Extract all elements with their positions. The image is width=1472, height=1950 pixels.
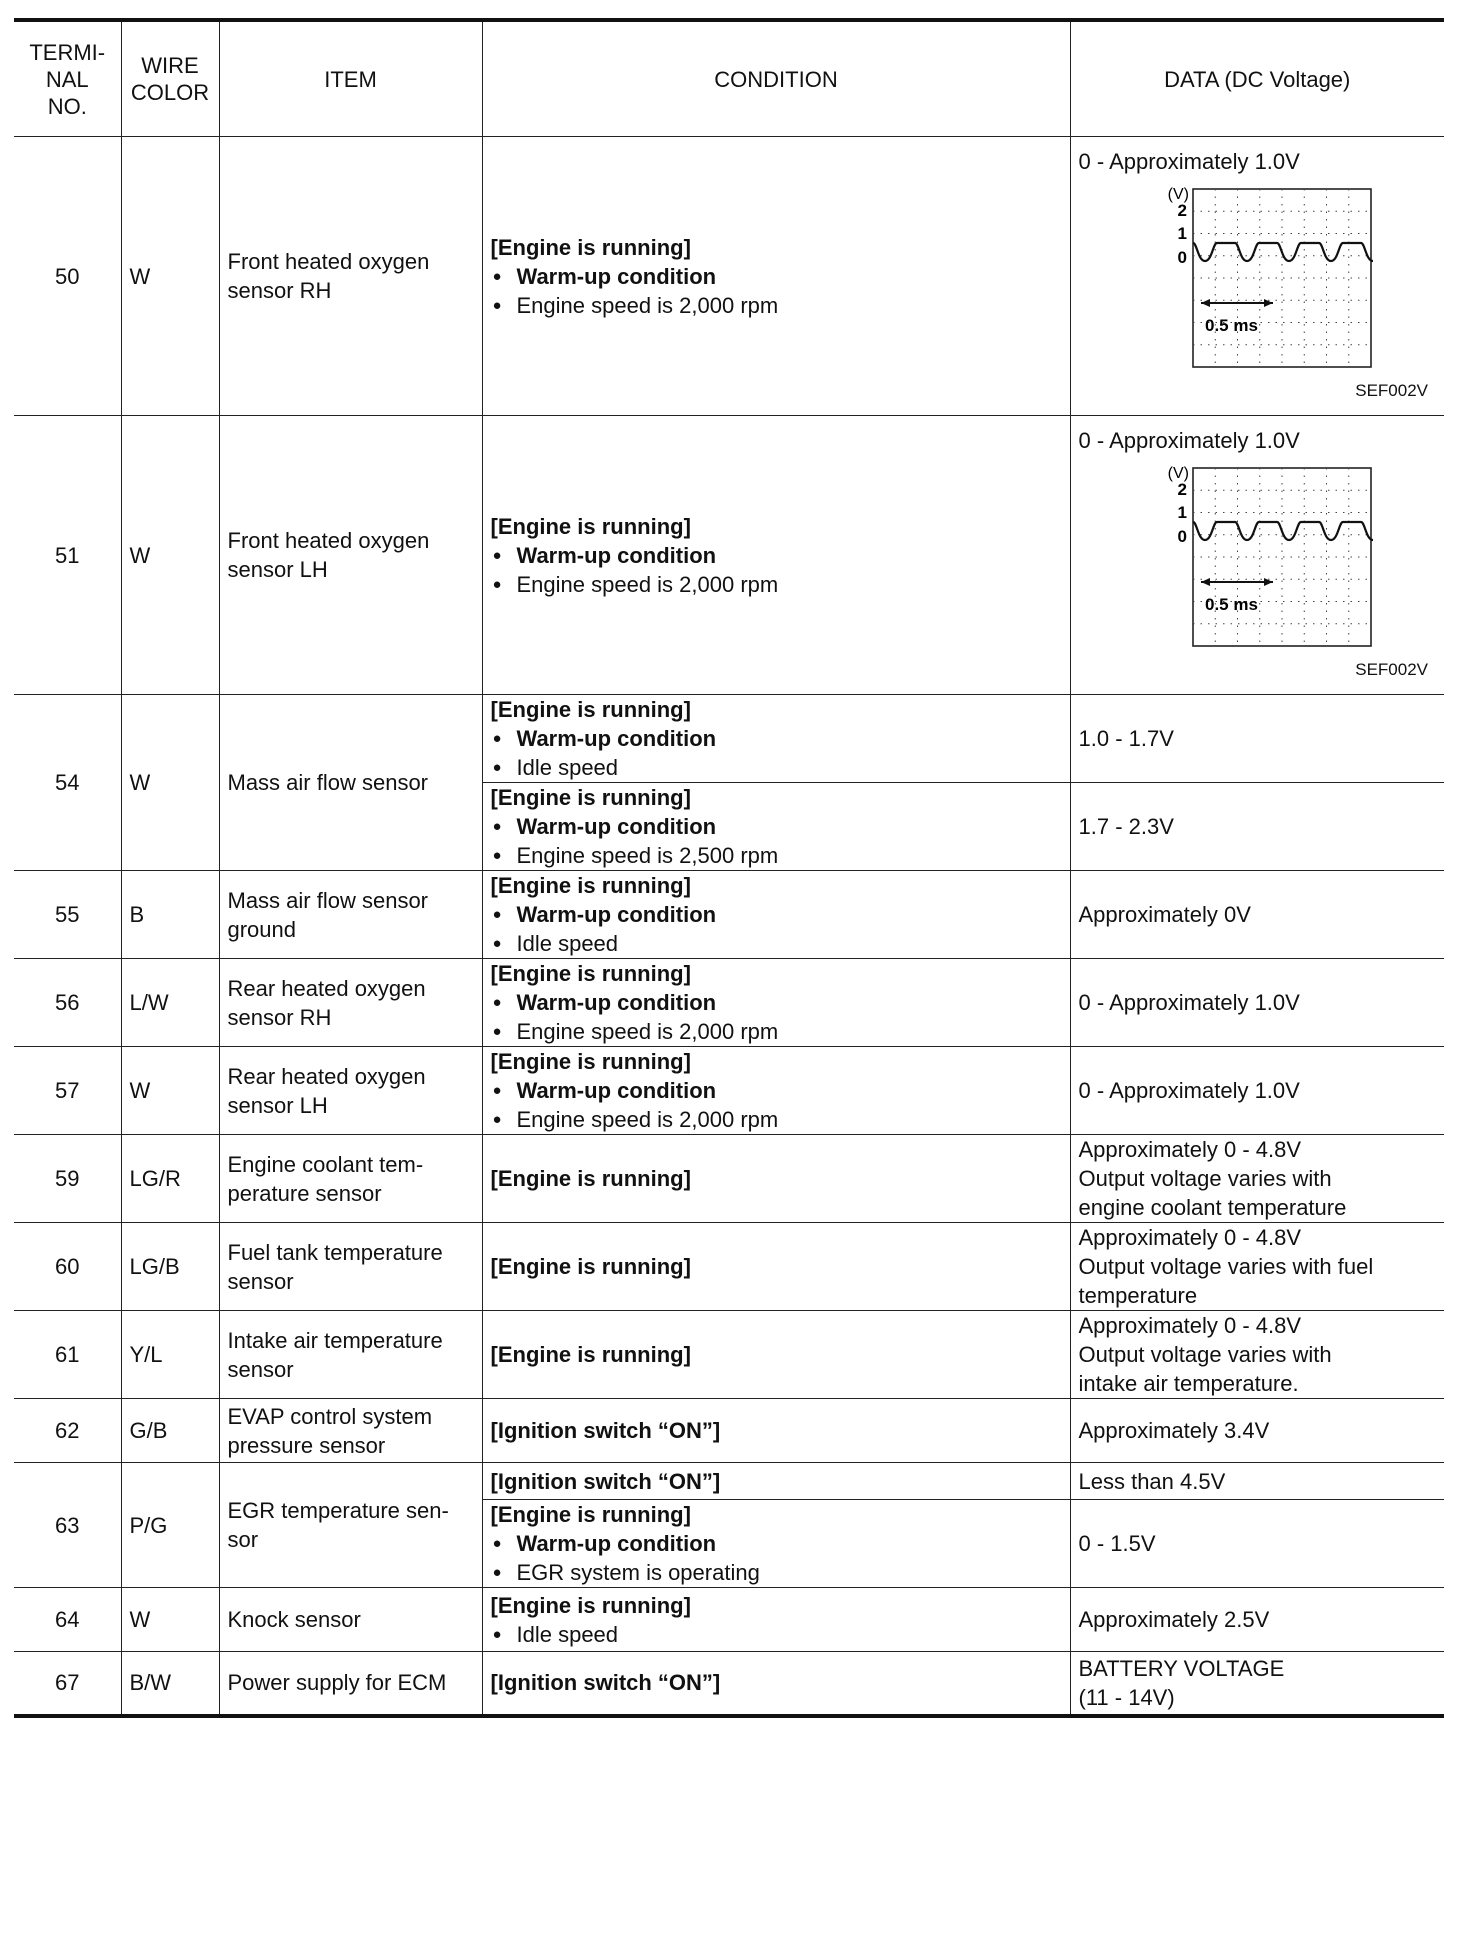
terminal-number: 51 xyxy=(14,416,121,695)
voltage-value: BATTERY VOLTAGE (11 - 14V) xyxy=(1078,1655,1285,1710)
wire-color: W xyxy=(121,416,219,695)
table-row xyxy=(14,1047,1444,1135)
condition-bullet: ● Warm-up condition xyxy=(491,1529,1062,1558)
scope-waveform xyxy=(1193,522,1373,540)
data-cell xyxy=(1070,1652,1444,1716)
table-row xyxy=(14,695,1444,783)
condition-bullet: ● Warm-up condition xyxy=(491,900,1062,929)
wire-color: B/W xyxy=(121,1652,219,1716)
wire-color: L/W xyxy=(121,959,219,1047)
condition-cell xyxy=(482,871,1070,959)
ecm-terminal-table-page xyxy=(14,18,1444,1718)
wire-color: W xyxy=(121,137,219,416)
table-row xyxy=(14,137,1444,416)
data-cell xyxy=(1070,1311,1444,1399)
condition-bullet: ● Idle speed xyxy=(491,753,1062,782)
condition-cell xyxy=(482,1652,1070,1716)
item-name: Power supply for ECM xyxy=(219,1652,482,1716)
wire-color: Y/L xyxy=(121,1311,219,1399)
voltage-value: Approximately 0 - 4.8V Output voltage varies with engine coolant temperature xyxy=(1078,1137,1347,1220)
data-cell xyxy=(1070,1399,1444,1463)
condition-title: [Engine is running] xyxy=(490,513,691,539)
item-name: Rear heated oxygen sensor RH xyxy=(219,959,482,1047)
table-row xyxy=(14,416,1444,695)
data-cell xyxy=(1070,1588,1444,1652)
terminal-number: 54 xyxy=(14,695,121,871)
condition-title: [Engine is running] xyxy=(490,1049,691,1074)
table-row xyxy=(14,1311,1444,1399)
condition-title: [Engine is running] xyxy=(490,785,691,810)
table-row xyxy=(14,1135,1444,1223)
data-cell xyxy=(1070,1463,1444,1500)
data-cell xyxy=(1070,1500,1444,1588)
oscilloscope-figure xyxy=(1079,137,1437,415)
voltage-value: Approximately 0 - 4.8V Output voltage varies with fuel temperature xyxy=(1078,1225,1374,1308)
table-row xyxy=(14,1588,1444,1652)
voltage-value: Approximately 0 - 4.8V Output voltage varies with intake air temperature. xyxy=(1078,1313,1332,1396)
scope-unit-label: (V) xyxy=(1167,465,1189,482)
wire-color: W xyxy=(121,1047,219,1135)
condition-bullet: ● Warm-up condition xyxy=(491,988,1062,1017)
arrow-head-icon xyxy=(1201,299,1210,307)
voltage-range: 0 - Approximately 1.0V xyxy=(1078,428,1300,453)
condition-list xyxy=(491,1076,1062,1134)
condition-bullet: ● Warm-up condition xyxy=(491,812,1062,841)
item-name: Engine coolant tem- perature sensor xyxy=(219,1135,482,1223)
header-condition: CONDITION xyxy=(482,20,1070,137)
condition-title: [Engine is running] xyxy=(490,1166,691,1191)
table-row xyxy=(14,1223,1444,1311)
voltage-value: Approximately 2.5V xyxy=(1078,1607,1270,1632)
condition-title: [Engine is running] xyxy=(490,1342,691,1367)
condition-cell xyxy=(482,783,1070,871)
condition-cell xyxy=(482,1588,1070,1652)
scope-y-tick: 2 xyxy=(1177,480,1187,499)
condition-title: [Ignition switch “ON”] xyxy=(490,1468,721,1494)
condition-list xyxy=(491,988,1062,1046)
condition-cell xyxy=(482,1311,1070,1399)
condition-cell xyxy=(482,137,1070,416)
condition-bullet: ● Idle speed xyxy=(491,1620,1062,1649)
table-row xyxy=(14,871,1444,959)
voltage-value: 0 - Approximately 1.0V xyxy=(1078,990,1300,1015)
condition-title: [Engine is running] xyxy=(490,697,691,722)
condition-bullet: ● Warm-up condition xyxy=(491,1076,1062,1105)
terminal-number: 55 xyxy=(14,871,121,959)
item-name: Knock sensor xyxy=(219,1588,482,1652)
arrow-head-icon xyxy=(1201,578,1210,586)
wire-color: P/G xyxy=(121,1463,219,1588)
wire-color: W xyxy=(121,1588,219,1652)
terminal-number: 62 xyxy=(14,1399,121,1463)
oscilloscope-figure xyxy=(1079,416,1437,694)
table-row xyxy=(14,959,1444,1047)
voltage-range: 0 - Approximately 1.0V xyxy=(1078,149,1300,174)
figure-code: SEF002V xyxy=(1355,660,1428,679)
condition-cell xyxy=(482,1399,1070,1463)
condition-bullet: ● Engine speed is 2,000 rpm xyxy=(491,570,1062,599)
data-cell xyxy=(1070,695,1444,783)
terminal-number: 59 xyxy=(14,1135,121,1223)
item-name: Rear heated oxygen sensor LH xyxy=(219,1047,482,1135)
scope-y-tick: 0 xyxy=(1177,248,1187,267)
condition-bullet: ● Engine speed is 2,000 rpm xyxy=(491,1017,1062,1046)
item-name: Front heated oxygen sensor RH xyxy=(219,137,482,416)
condition-bullet: ● Warm-up condition xyxy=(491,541,1062,570)
condition-title: [Engine is running] xyxy=(490,1502,691,1527)
data-cell xyxy=(1070,137,1444,416)
condition-title: [Engine is running] xyxy=(490,1254,691,1279)
header-item: ITEM xyxy=(219,20,482,137)
condition-cell xyxy=(482,959,1070,1047)
table-row xyxy=(14,1463,1444,1500)
header-wire-color: WIRE COLOR xyxy=(121,20,219,137)
condition-title: [Engine is running] xyxy=(490,873,691,898)
condition-title: [Engine is running] xyxy=(490,1592,691,1618)
condition-list xyxy=(491,541,1062,599)
condition-bullet: ● Idle speed xyxy=(491,929,1062,958)
condition-cell xyxy=(482,1223,1070,1311)
data-cell xyxy=(1070,1047,1444,1135)
condition-title: [Ignition switch “ON”] xyxy=(490,1670,721,1696)
voltage-value: 1.0 - 1.7V xyxy=(1078,726,1174,751)
condition-list xyxy=(491,1620,1062,1649)
header-terminal-no: TERMI- NAL NO. xyxy=(14,20,121,137)
condition-cell xyxy=(482,1135,1070,1223)
scope-waveform xyxy=(1193,243,1373,261)
condition-list xyxy=(491,1529,1062,1587)
item-name: Mass air flow sensor ground xyxy=(219,871,482,959)
condition-list xyxy=(491,812,1062,870)
time-scale-label: 0.5 ms xyxy=(1204,316,1258,335)
condition-title: [Engine is running] xyxy=(490,961,691,986)
voltage-value: Less than 4.5V xyxy=(1078,1468,1226,1494)
voltage-value: 0 - 1.5V xyxy=(1078,1531,1156,1556)
data-cell xyxy=(1070,1135,1444,1223)
condition-bullet: ● Engine speed is 2,500 rpm xyxy=(491,841,1062,870)
condition-bullet: ● Warm-up condition xyxy=(491,724,1062,753)
scope-y-tick: 1 xyxy=(1177,503,1187,522)
data-cell xyxy=(1070,871,1444,959)
oscilloscope-trace-chart xyxy=(1143,179,1373,369)
condition-list xyxy=(491,900,1062,958)
scope-y-tick: 1 xyxy=(1177,224,1187,243)
voltage-value: 0 - Approximately 1.0V xyxy=(1078,1078,1300,1103)
oscilloscope-trace-chart xyxy=(1143,458,1373,648)
terminal-number: 57 xyxy=(14,1047,121,1135)
scope-y-tick: 0 xyxy=(1177,527,1187,546)
scope-unit-label: (V) xyxy=(1167,186,1189,203)
item-name: EGR temperature sen- sor xyxy=(219,1463,482,1588)
wire-color: LG/R xyxy=(121,1135,219,1223)
condition-title: [Engine is running] xyxy=(490,234,691,260)
wire-color: B xyxy=(121,871,219,959)
table-row xyxy=(14,1399,1444,1463)
terminal-number: 50 xyxy=(14,137,121,416)
condition-bullet: ● Engine speed is 2,000 rpm xyxy=(491,1105,1062,1134)
data-cell xyxy=(1070,1223,1444,1311)
figure-code: SEF002V xyxy=(1355,381,1428,400)
terminal-number: 64 xyxy=(14,1588,121,1652)
data-cell xyxy=(1070,959,1444,1047)
data-cell xyxy=(1070,416,1444,695)
condition-cell xyxy=(482,1500,1070,1588)
condition-bullet: ● EGR system is operating xyxy=(491,1558,1062,1587)
ecm-terminal-table xyxy=(14,18,1444,1718)
terminal-number: 67 xyxy=(14,1652,121,1716)
condition-list xyxy=(491,724,1062,782)
item-name: Fuel tank temperature sensor xyxy=(219,1223,482,1311)
terminal-number: 63 xyxy=(14,1463,121,1588)
item-name: EVAP control system pressure sensor xyxy=(219,1399,482,1463)
condition-cell xyxy=(482,1047,1070,1135)
time-scale-label: 0.5 ms xyxy=(1204,595,1258,614)
header-data: DATA (DC Voltage) xyxy=(1070,20,1444,137)
item-name: Mass air flow sensor xyxy=(219,695,482,871)
condition-bullet: ● Engine speed is 2,000 rpm xyxy=(491,291,1062,320)
wire-color: G/B xyxy=(121,1399,219,1463)
item-name: Intake air temperature sensor xyxy=(219,1311,482,1399)
condition-bullet: ● Warm-up condition xyxy=(491,262,1062,291)
wire-color: W xyxy=(121,695,219,871)
terminal-number: 60 xyxy=(14,1223,121,1311)
terminal-number: 61 xyxy=(14,1311,121,1399)
wire-color: LG/B xyxy=(121,1223,219,1311)
terminal-number: 56 xyxy=(14,959,121,1047)
condition-list xyxy=(491,262,1062,320)
voltage-value: Approximately 3.4V xyxy=(1078,1418,1270,1443)
scope-y-tick: 2 xyxy=(1177,201,1187,220)
item-name: Front heated oxygen sensor LH xyxy=(219,416,482,695)
condition-title: [Ignition switch “ON”] xyxy=(490,1418,721,1443)
table-row xyxy=(14,1652,1444,1716)
condition-cell xyxy=(482,695,1070,783)
condition-cell xyxy=(482,1463,1070,1500)
voltage-value: 1.7 - 2.3V xyxy=(1078,814,1174,839)
voltage-value: Approximately 0V xyxy=(1078,902,1251,927)
header-row xyxy=(14,20,1444,137)
data-cell xyxy=(1070,783,1444,871)
condition-cell xyxy=(482,416,1070,695)
